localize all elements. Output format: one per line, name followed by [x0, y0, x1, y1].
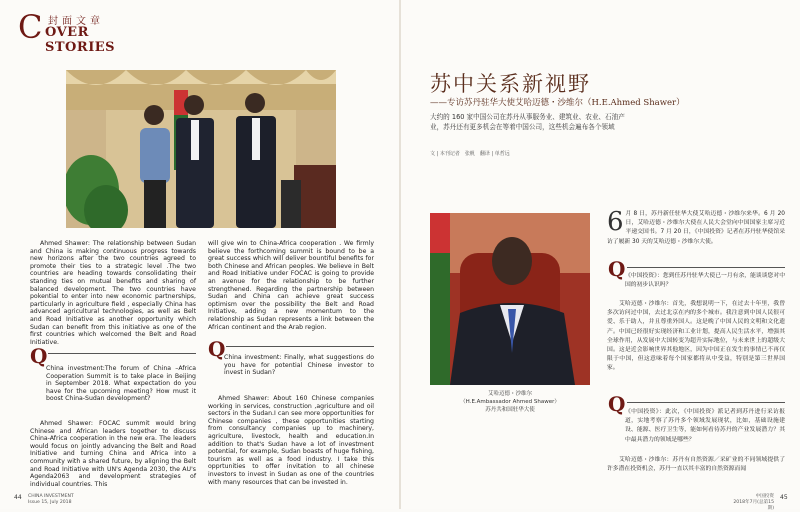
caption-name-en: （H.E.Ambassador Ahmed Shawer） [460, 399, 560, 405]
portrait-caption [430, 390, 590, 414]
left-footer-pub: CHINA INVESTMENT [28, 494, 74, 499]
qa-rule [627, 402, 785, 403]
cn-question-2-text: 《中国投资》：此次，《中国投资》派记者到苏丹进行采访报道，实地考察了苏丹多个领域发展现状，比如，基础设施建设、能源、医疗卫生等，能如何看待苏丹的产业发展潜力？其中最具潜力的领域是哪些？ [625, 409, 785, 443]
group-photo-illustration [66, 70, 336, 228]
qa-rule [627, 267, 785, 268]
header-initial: C [18, 8, 43, 46]
qa-marker-4 [608, 394, 625, 415]
group-photo [66, 70, 336, 228]
header-en-label: OVER STORIES [45, 25, 116, 55]
left-footer [28, 494, 74, 506]
left-footer-issue: Issue 15, July 2018 [28, 500, 72, 505]
caption-name-cn: 艾哈迈德・沙维尔 [487, 391, 532, 397]
right-footer-issue: 2018年7月(总第15期) [733, 500, 774, 511]
section-header [18, 8, 138, 55]
portrait-illustration [430, 213, 590, 385]
qa-marker-1 [30, 346, 47, 367]
qa-marker-3 [608, 259, 625, 280]
qa-marker-2 [208, 339, 225, 360]
qa-letter: Q [208, 337, 226, 361]
en-column-1-para-1 [30, 240, 196, 346]
ambassador-portrait [430, 213, 590, 385]
en-question-1 [46, 365, 196, 403]
en-question-2 [224, 354, 374, 377]
cn-question-1 [625, 272, 785, 290]
en-question-2-text: China investment: Finally, what suggestions do you have for potential Chinese investor to invest in Sudan? [224, 354, 374, 377]
cn-intro-text: 月 8 日，苏丹新任驻华大使艾哈迈德・沙维尔来华。6 月 20 日，艾哈迈德・沙维尔大使在人民大会堂向中国国家主席习近平递交国书。7 月 20 日，《中国投资》记者在苏丹驻华使馆采访了履新 30 天的艾哈迈德・沙维尔大使。 [607, 211, 785, 245]
article-lede: 大约的 160 家中国公司在苏丹从事服务业、建筑业、农业、石油产业，苏丹还有更多机会在等着中国公司，这些机会遍布各个领域 [430, 113, 625, 131]
en-paragraph-2: Ahmed Shawer: FOCAC summit would bring Chinese and African leaders together to discuss China-Africa cooperation in the new era. The leaders would focus on jointly advancing the Belt and Road Initiative and turning China and Africa into a community with a shared future, by aligning the Belt and Road Initiative with UN's Agenda 2030, the AU's Agenda2063 and development strategies of individual countries. This [30, 420, 196, 488]
cn-question-2 [625, 408, 785, 445]
qa-letter: Q [608, 257, 626, 281]
cn-question-1-text: 《中国投资》：您到任苏丹驻华大使已一月有余，能谈谈您对中国的初步认识吗？ [625, 273, 785, 289]
header-cn-label: 封面文章 [48, 16, 104, 27]
article-subtitle: ——专访苏丹驻华大使艾哈迈德・沙维尔（H.E.Ahmed Shawer） [430, 98, 685, 108]
right-footer [730, 494, 774, 512]
cn-answer-2 [607, 456, 785, 474]
page-gutter [399, 0, 401, 509]
qa-letter: Q [30, 344, 48, 368]
qa-letter: Q [608, 392, 626, 416]
en-paragraph-4: Ahmed Shawer: About 160 Chinese companies working in services, construction ,agriculture and oil sectors in the Sudan.I can see more opportunities for Chinese companies , these opportunities starting from consultancy companies up to machinery, agriculture, livestock, health and education.In addition to that's Sudan have a lot of investment potential, for example, Sudan boasts of huge fishing, tourism as well as a food industry. I take this opprtunities to offer invitation to all chinese investors to invest in Sudan as one of the countries with many resources that can be invested in. [208, 395, 374, 486]
cn-answer-1 [607, 300, 785, 374]
cn-intro [607, 207, 785, 247]
left-page-number: 44 [14, 494, 22, 501]
cn-drop-cap: 6 [607, 207, 624, 237]
en-column-2-para-1 [208, 240, 374, 331]
qa-rule [48, 353, 196, 354]
qa-rule [226, 346, 374, 347]
right-page-number: 45 [780, 494, 788, 501]
right-footer-pub: 中国投资 [755, 494, 774, 499]
cn-answer-1-text: 艾哈迈德・沙维尔：首先，我想说明一下，在过去十年里，我曾多次访问过中国，去过北京在内的多个城市。我注意到中国人民很可爱、乐于助人，并且尊重外国人。这是晚了中国人民的文明和文化遗产。中国已经很好实现经济和工业计划，提高人民生活水平，增强其全球作用，从发展中大国转变为超升实际地位，与未来世上的超级大国。这是近会影响世界其他地区，因为中国正在发生的事情已不再仅限于中国，但这意味着每个国家都将从中受益，特别是第三世界国家。 [607, 301, 785, 372]
caption-title: 苏丹共和国驻华大使 [485, 407, 535, 413]
en-paragraph-3: will give win to China-Africa cooperation . We firmly believe the forthcoming summit is bound to be a great success which will deliver bountiful benefits for both Chinese and African peoples. We believe in Belt and Road Initiative under FOCAC is going to provide an avenue for the relationship to be further strengthened. Regarding the partnership between Sudan and China can achieve great success optimism over the possibility the Belt and Road Initiative, adding a new momentum to the relationship as Sudan represents a link between the African continent and the Arab region. [208, 240, 374, 331]
article-byline: 文 | 本刊记者 张帆 翻译 | 单哲远 [430, 151, 510, 157]
en-question-1-text: China investment:The forum of China –Africa Cooperation Summit is to take place in Beijing in September 2018. What expectation do you have for the upcoming meeting? How must it boost China-Sudan development? [46, 365, 196, 403]
en-column-2-para-2 [208, 395, 374, 486]
en-column-1-para-2 [30, 420, 196, 488]
cn-answer-2-text: 艾哈迈德・沙维尔：苏丹有自然资源／采矿业的不同领域提供了许多潜在投资机会，苏丹一直以其丰富的自然资源而闻 [607, 457, 785, 473]
en-paragraph-1: Ahmed Shawer: The relationship between Sudan and China is making continuous progress towards new horizons after the two countries agreed to promote their ties to a strategic level .The two countries are heading towards consolidating their standing ties on mutual benefits and sharing of balanced development. The two countries have pokential to enter into new economic partnerships, particularly in agriculture field , especially China has advanced agricultural technologies, as well as Belt and Road Initiative as another opportunity which Sudan can benefit from this initiative as one of the first countries which welcomed the Belt and Road Initiative. [30, 240, 196, 346]
article-title: 苏中关系新视野 [430, 72, 591, 96]
